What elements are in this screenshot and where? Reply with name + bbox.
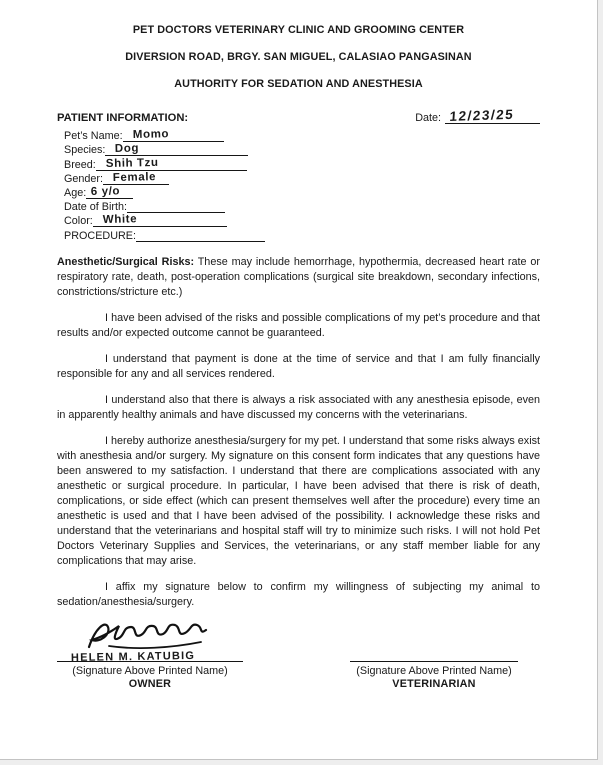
field-underline [136, 241, 265, 242]
paragraph-advised: I have been advised of the risks and possible complications of my pet’s procedure and that results and/or expected outcome cannot be guaranteed. [57, 311, 540, 339]
field-underline [86, 187, 133, 199]
field-underline [93, 215, 227, 227]
owner-signed-name: HELEN M. KATUBIG [70, 649, 196, 664]
field-date-of-birth [64, 199, 540, 213]
owner-signature-block [57, 621, 243, 690]
field-species [64, 142, 540, 156]
patient-info-section-label: PATIENT INFORMATION: [57, 112, 189, 124]
risks-lead-label: Anesthetic/Surgical Risks: [57, 255, 195, 268]
veterinarian-signature-block [350, 621, 518, 690]
clinic-address: DIVERSION ROAD, BRGY. SAN MIGUEL, CALASIAO PANGASINAN [125, 51, 472, 63]
risks-body-text: These may include hemorrhage, hypothermia, decreased heart rate or respiratory rate, death, post-operation complications (surgical site breakdown, secondary infections, constrictions/stricture etc.) [57, 255, 540, 298]
field-procedure [64, 227, 540, 241]
field-age [64, 185, 540, 199]
field-label: Color: [64, 215, 93, 228]
field-handwritten-value: Shih Tzu [105, 156, 159, 170]
veterinarian-signature-caption: (Signature Above Printed Name) [356, 664, 512, 677]
field-handwritten-value: Dog [115, 142, 140, 156]
form-title: AUTHORITY FOR SEDATION AND ANESTHESIA [174, 78, 423, 90]
field-label: Breed: [64, 158, 96, 171]
field-pets-name [64, 128, 540, 142]
field-underline [103, 170, 169, 185]
signature-section [57, 621, 540, 690]
patient-info-fields [64, 128, 540, 242]
owner-signature-caption: (Signature Above Printed Name) [72, 664, 228, 677]
field-label: Gender: [64, 172, 104, 185]
field-underline [96, 156, 247, 171]
field-label: Age: [64, 186, 87, 199]
field-breed [64, 156, 540, 170]
field-label: Date of Birth: [64, 201, 128, 214]
veterinarian-role-label: VETERINARIAN [392, 677, 476, 690]
date-handwritten-value: 12/23/25 [449, 106, 515, 124]
field-color [64, 213, 540, 227]
field-handwritten-value: Momo [132, 128, 169, 142]
veterinarian-signature-line [350, 661, 518, 662]
date-label: Date: [415, 112, 441, 124]
field-underline [127, 212, 225, 213]
paragraph-risk-always: I understand also that there is always a risk associated with any anesthesia episode, even in apparently healthy animals and have discussed my concerns with the veterinarians. [57, 393, 540, 421]
patient-info-header-row [57, 105, 540, 124]
field-handwritten-value: White [102, 213, 138, 227]
owner-signature-area [57, 621, 243, 664]
field-label: PROCEDURE: [64, 229, 136, 242]
date-underline [445, 105, 540, 124]
field-handwritten-value: Female [112, 170, 157, 184]
veterinarian-signature-area [350, 621, 518, 661]
field-label: Species: [64, 144, 106, 157]
field-underline [123, 130, 224, 142]
date-field [415, 105, 540, 124]
field-underline [105, 144, 248, 156]
paragraph-payment: I understand that payment is done at the time of service and that I am fully financially responsible for any and all services rendered. [57, 352, 540, 380]
paragraph-affix: I affix my signature below to confirm my willingness of subjecting my animal to sedation/anesthesia/surgery. [57, 580, 540, 608]
owner-signature-scribble [79, 619, 211, 653]
clinic-name: PET DOCTORS VETERINARY CLINIC AND GROOMING CENTER [132, 24, 465, 36]
paragraph-risks [57, 255, 540, 300]
field-handwritten-value: 6 y/o [90, 185, 121, 198]
field-label: Pet’s Name: [64, 130, 123, 143]
paragraph-authorize: I hereby authorize anesthesia/surgery for my pet. I understand that some risks always exist with anesthesia and/or surgery. My signature on this consent form indicates that any questions have been answered to my satisfaction. I understand that there are complications associated with any anesthetic or surgical procedure. In particular, I have been advised that there is risk of death, complications, or side effect (which can present themselves well after the procedure) every time an anesthetic is used and that I have been advised of the possibility. I acknowledge these risks and understand that the veterinarians and hospital staff will try to minimize such risks. I will not hold Pet Doctors Veterinary Supplies and Services, the veterinarians, or any staff member liable for any complications that may arise. [57, 434, 540, 567]
field-gender [64, 171, 540, 185]
owner-role-label: OWNER [128, 677, 172, 690]
